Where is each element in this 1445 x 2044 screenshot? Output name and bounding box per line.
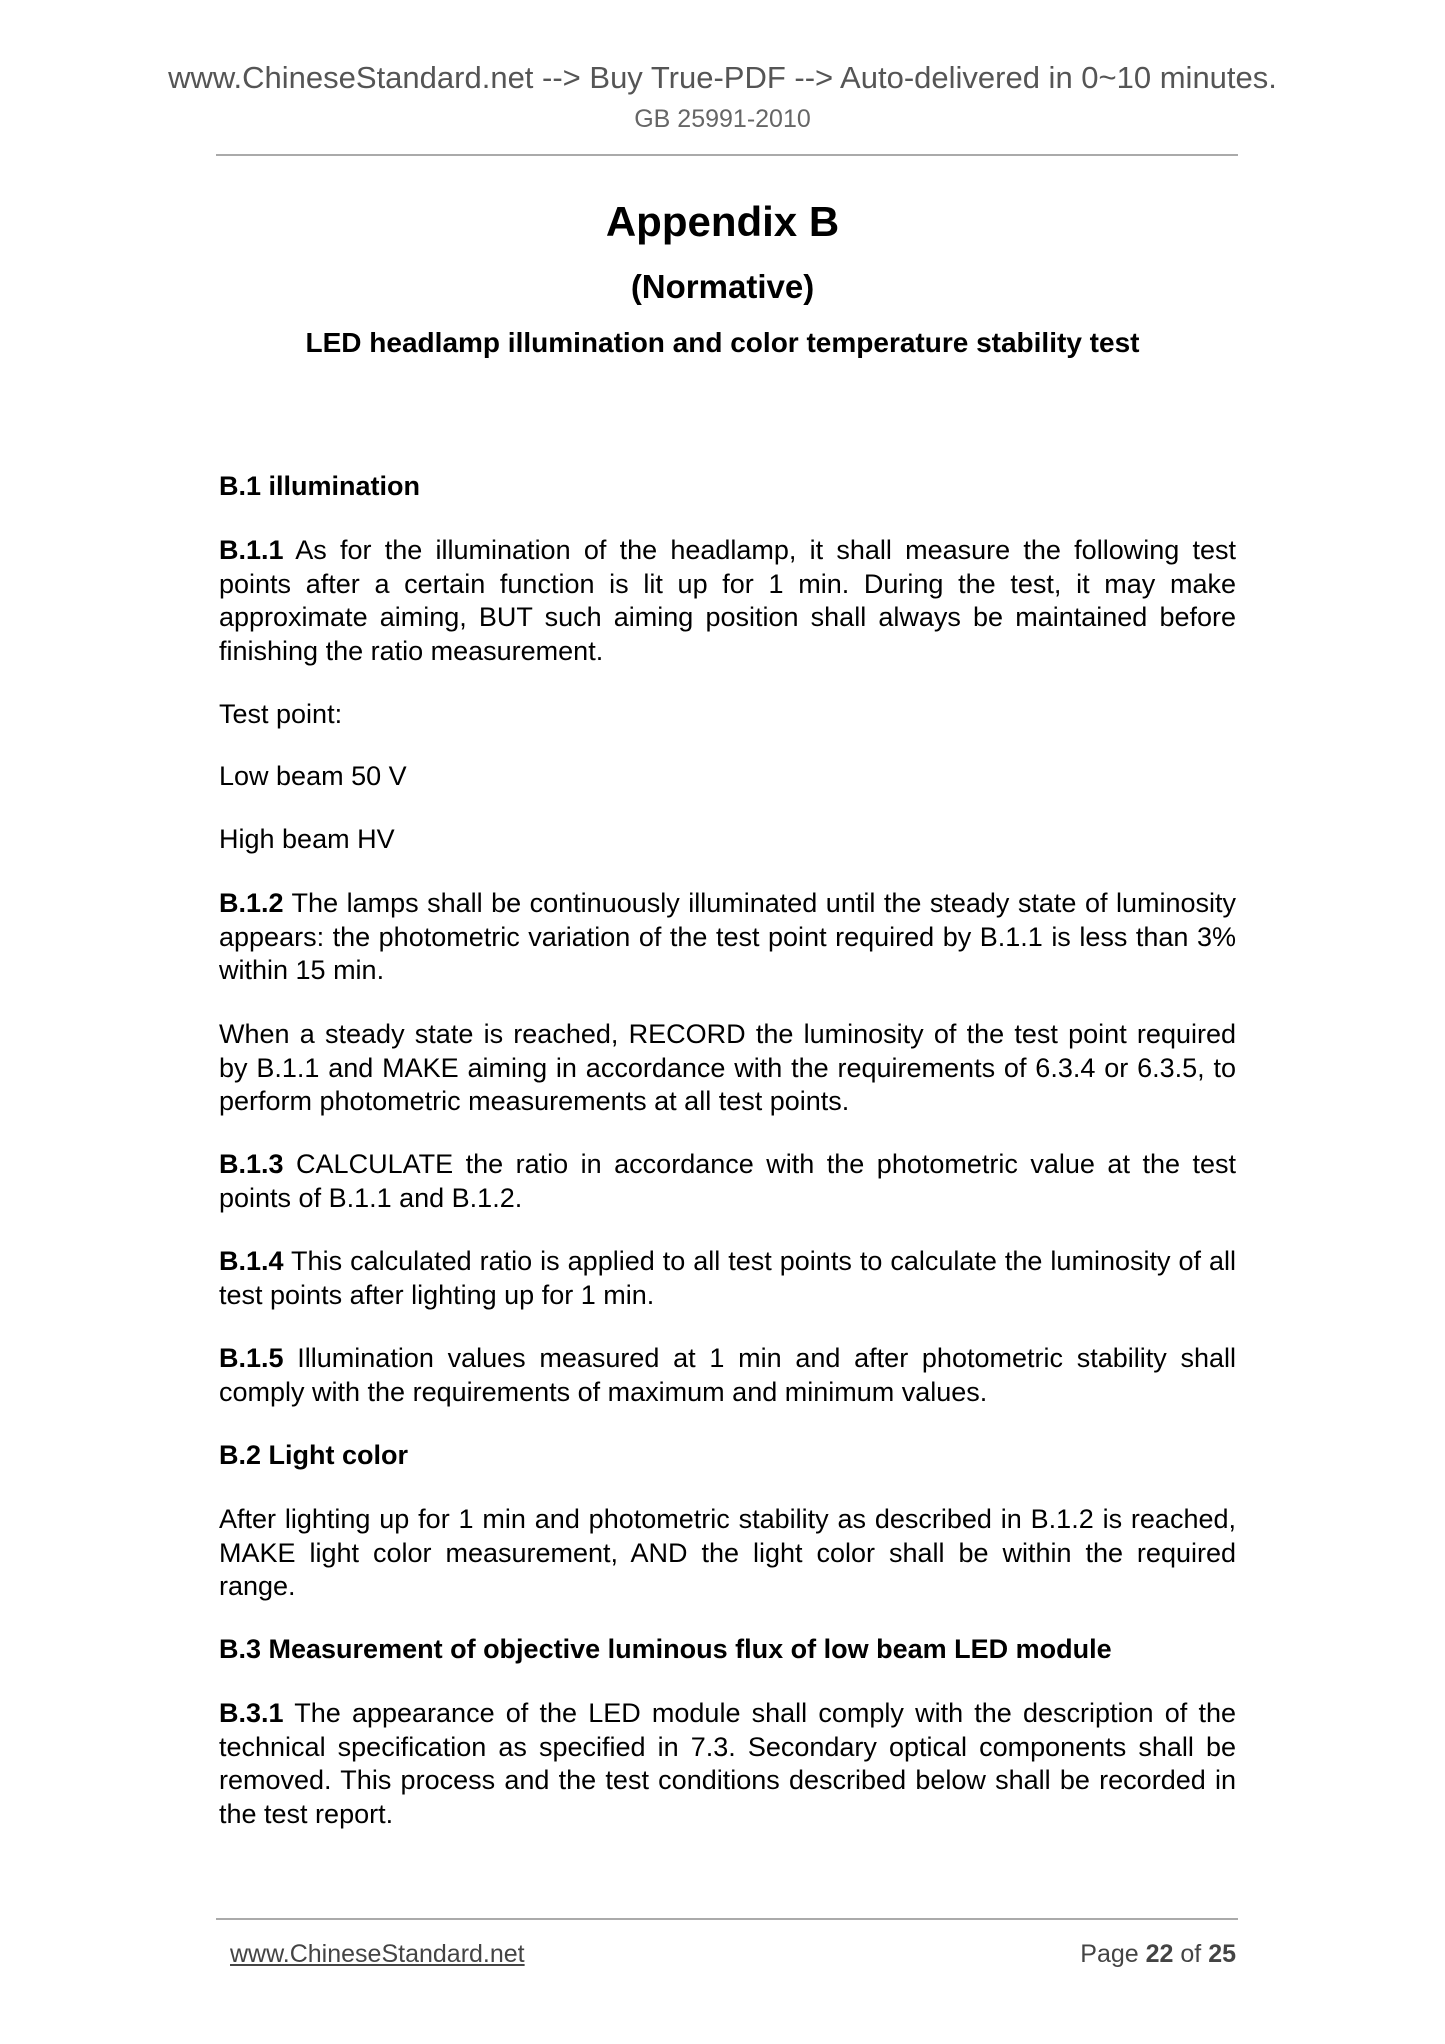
page-number — [1080, 1940, 1236, 1969]
clause-number: B.3.1 — [219, 1698, 284, 1728]
clause-text: This calculated ratio is applied to all test points to calculate the luminosity of all test points after lighting up for 1 min. — [219, 1246, 1236, 1310]
clause-number: B.1.1 — [219, 535, 284, 565]
clause-text: The appearance of the LED module shall comply with the description of the technical specification as specified in 7.3. Secondary optical components shall be removed. This process and the test conditions described below shall be recorded in the test report. — [219, 1698, 1236, 1829]
header-divider — [216, 154, 1238, 156]
paragraph-b31 — [219, 1697, 1236, 1831]
clause-number: B.1.2 — [219, 888, 284, 918]
clause-text: As for the illumination of the headlamp, it shall measure the following test points after a certain function is lit up for 1 min. During the test, it may make approximate aiming, BUT such aiming position shall always be maintained before finishing the ratio measurement. — [219, 535, 1236, 666]
paragraph-b112 — [219, 887, 1236, 988]
page-total: 25 — [1208, 1940, 1236, 1968]
footer-site-link[interactable]: www.ChineseStandard.net — [230, 1940, 525, 1968]
clause-text: Illumination values measured at 1 min and after photometric stability shall comply with the requirements of maximum and minimum values. — [219, 1343, 1236, 1407]
paragraph-b113 — [219, 1148, 1236, 1215]
clause-number: B.1.4 — [219, 1246, 284, 1276]
section-heading-b2: B.2 Light color — [219, 1440, 408, 1470]
paragraph-b2: After lighting up for 1 min and photometric stability as described in B.1.2 is reached, MAKE light color measurement, AND the light color shall be within the required range. — [219, 1504, 1236, 1601]
clause-text: The lamps shall be continuously illuminated until the steady state of luminosity appears: the photometric variation of the test point required by B.1.1 is less than 3% within 15 min. — [219, 888, 1236, 985]
footer-divider — [216, 1918, 1238, 1920]
paragraph-b115 — [219, 1342, 1236, 1409]
page-of: of — [1173, 1940, 1209, 1968]
page-current: 22 — [1145, 1940, 1174, 1968]
appendix-type: (Normative) — [630, 268, 815, 305]
clause-number: B.1.3 — [219, 1149, 284, 1179]
paragraph-steady-state: When a steady state is reached, RECORD the luminosity of the test point required by B.1.1 and MAKE aiming in accordance with the requirements of 6.3.4 or 6.3.5, to perform photometric measurements at all test points. — [219, 1019, 1236, 1116]
appendix-title: Appendix B — [605, 198, 840, 245]
low-beam-point: Low beam 50 V — [219, 761, 407, 791]
paragraph-b111 — [219, 534, 1236, 668]
page-label: Page — [1080, 1940, 1146, 1968]
header-banner: www.ChineseStandard.net --> Buy True-PDF --> Auto-delivered in 0~10 minutes. — [168, 60, 1277, 95]
section-heading-b1: B.1 illumination — [219, 471, 421, 501]
test-point-label: Test point: — [219, 699, 343, 729]
paragraph-b114 — [219, 1245, 1236, 1312]
appendix-subtitle: LED headlamp illumination and color temperature stability test — [305, 327, 1140, 358]
section-heading-b3: B.3 Measurement of objective luminous flux of low beam LED module — [219, 1634, 1112, 1664]
high-beam-point: High beam HV — [219, 824, 395, 854]
clause-number: B.1.5 — [219, 1343, 284, 1373]
clause-text: CALCULATE the ratio in accordance with the photometric value at the test points of B.1.1 and B.1.2. — [219, 1149, 1236, 1213]
standard-code: GB 25991-2010 — [634, 105, 811, 133]
